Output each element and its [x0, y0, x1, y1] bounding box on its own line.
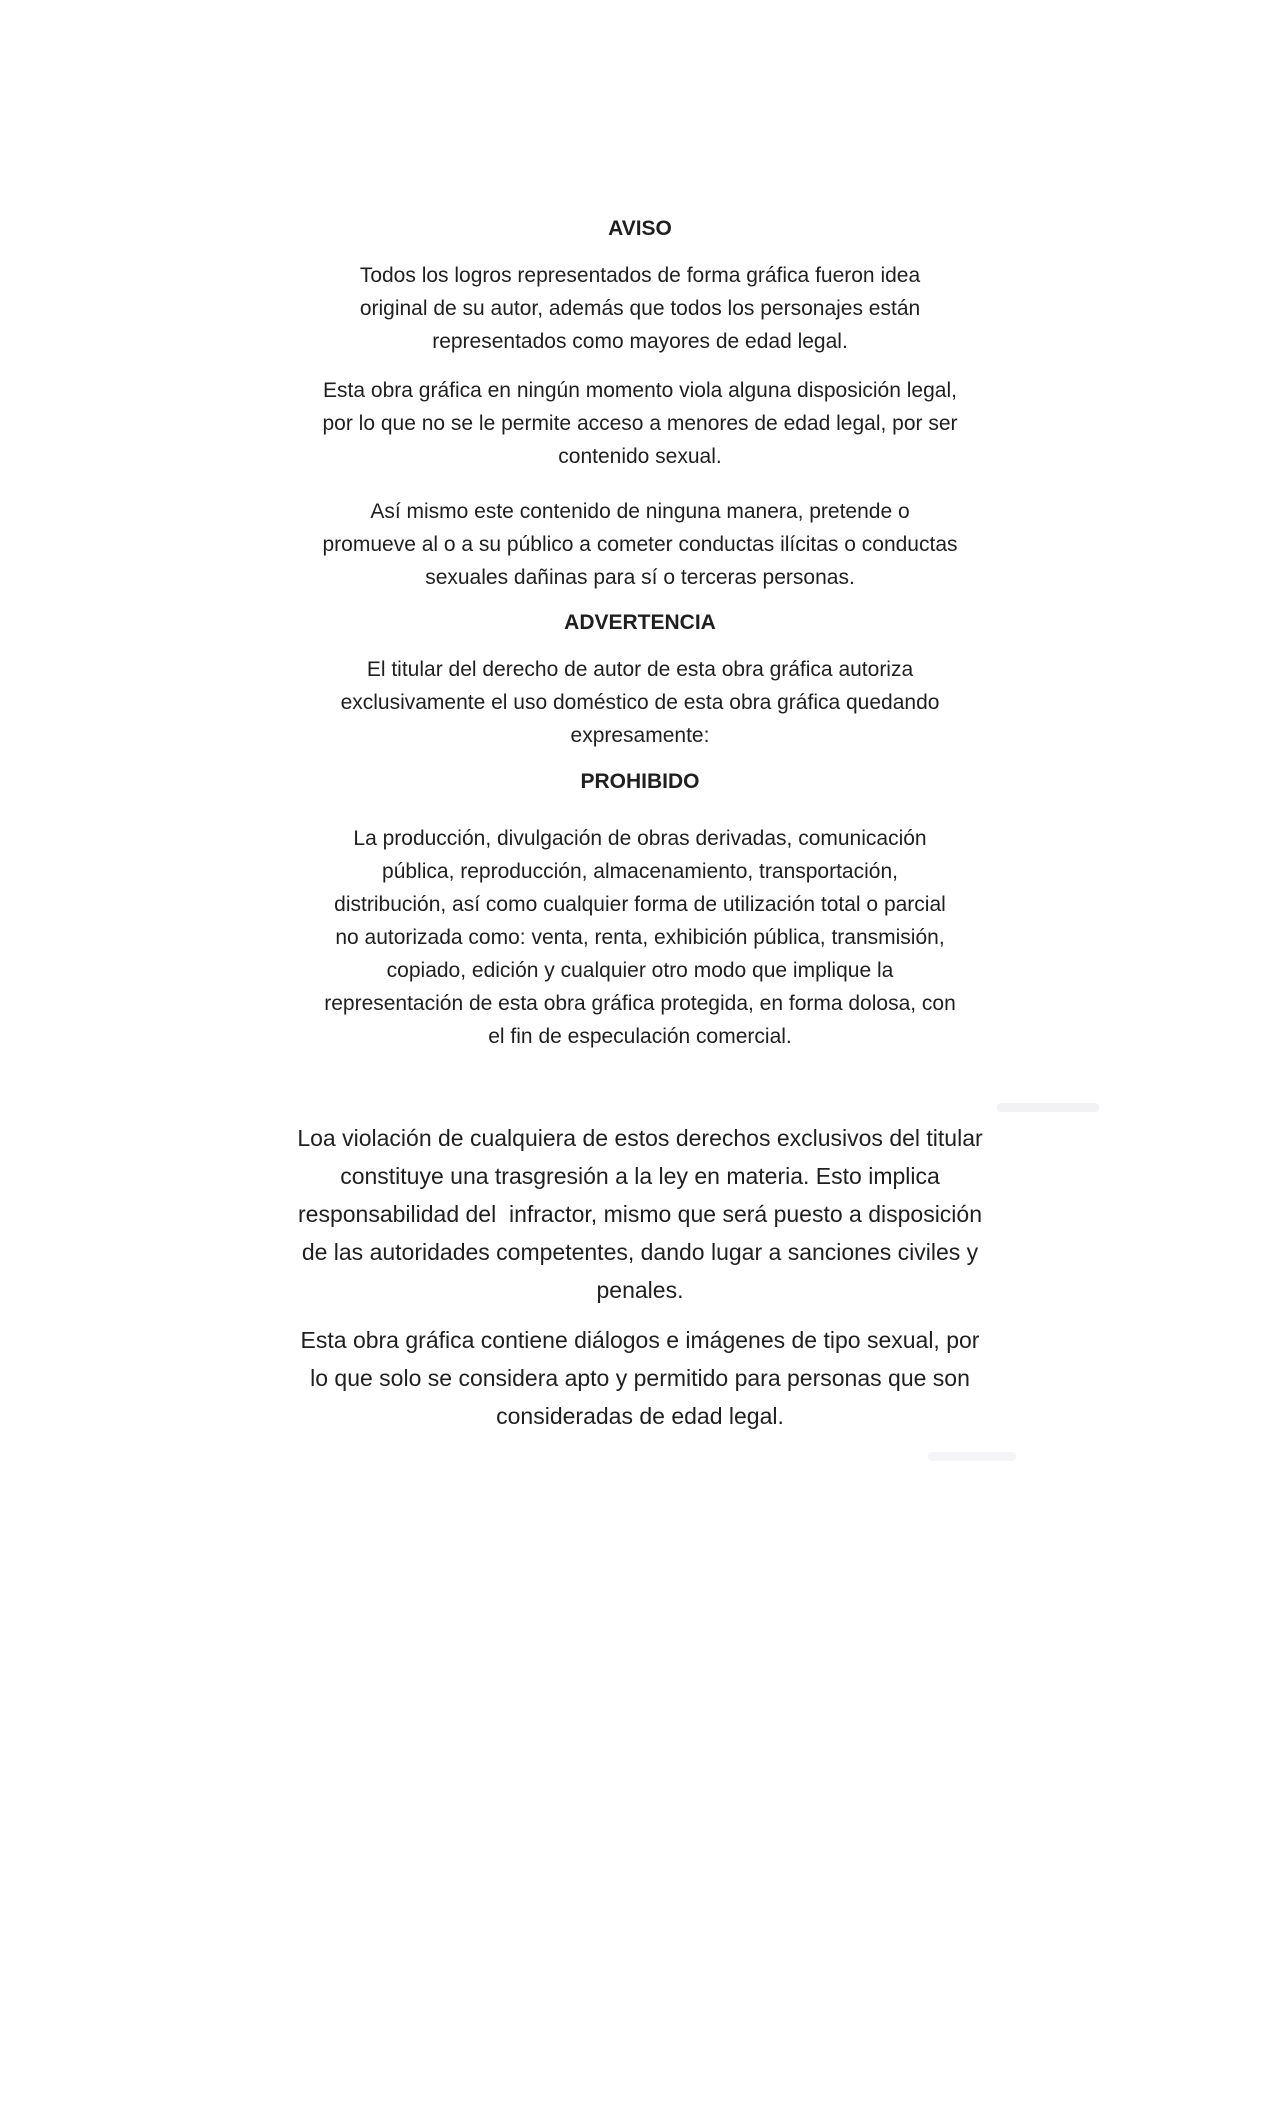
paragraph-line: contenido sexual.	[558, 445, 722, 468]
paragraph-line: lo que solo se considera apto y permitido para personas que son	[310, 1365, 970, 1391]
scan-artifact	[997, 1103, 1099, 1112]
paragraph-original-idea	[200, 259, 1080, 358]
paragraph-line: pública, reproducción, almacenamiento, transportación,	[382, 860, 898, 883]
paragraph-line: original de su autor, además que todos los personajes están	[359, 297, 921, 320]
paragraph-line: consideradas de edad legal.	[496, 1403, 784, 1429]
notice-heading-prohibido: PROHIBIDO	[580, 770, 700, 793]
paragraph-line: La producción, divulgación de obras derivadas, comunicación	[353, 827, 927, 850]
paragraph-line: representación de esta obra gráfica protegida, en forma dolosa, con	[324, 992, 956, 1015]
paragraph-violation-consequences	[200, 1119, 1080, 1309]
notice-heading-aviso: AVISO	[608, 217, 672, 240]
paragraph-line: distribución, así como cualquier forma de utilización total o parcial	[334, 893, 946, 916]
paragraph-line: expresamente:	[570, 724, 710, 747]
paragraph-line: el fin de especulación comercial.	[488, 1025, 792, 1048]
paragraph-line: sexuales dañinas para sí o terceras personas.	[425, 566, 855, 589]
scan-artifact	[928, 1452, 1016, 1461]
paragraph-domestic-use	[200, 653, 1080, 752]
paragraph-line: exclusivamente el uso doméstico de esta obra gráfica quedando	[340, 691, 940, 714]
paragraph-line: Así mismo este contenido de ninguna manera, pretende o	[370, 500, 910, 523]
paragraph-line: copiado, edición y cualquier otro modo que implique la	[386, 959, 894, 982]
paragraph-line: representados como mayores de edad legal.	[432, 330, 848, 353]
paragraph-line: Todos los logros representados de forma gráfica fueron idea	[359, 264, 921, 287]
paragraph-legal-compliance	[200, 374, 1080, 473]
paragraph-line: Esta obra gráfica en ningún momento viola alguna disposición legal,	[323, 379, 957, 402]
paragraph-line: Esta obra gráfica contiene diálogos e imágenes de tipo sexual, por	[300, 1327, 980, 1353]
paragraph-line: El titular del derecho de autor de esta obra gráfica autoriza	[366, 658, 914, 681]
paragraph-line: de las autoridades competentes, dando lugar a sanciones civiles y	[301, 1239, 979, 1265]
paragraph-line: penales.	[596, 1277, 684, 1303]
paragraph-line: constituye una trasgresión a la ley en materia. Esto implica	[340, 1163, 940, 1189]
paragraph-adult-content	[200, 1321, 1080, 1435]
paragraph-line: promueve al o a su público a cometer conductas ilícitas o conductas	[322, 533, 958, 556]
paragraph-line: por lo que no se le permite acceso a menores de edad legal, por ser	[322, 412, 958, 435]
paragraph-line: no autorizada como: venta, renta, exhibición pública, transmisión,	[335, 926, 945, 949]
paragraph-no-promotion	[200, 495, 1080, 594]
notice-heading-advertencia: ADVERTENCIA	[564, 611, 716, 634]
paragraph-line: responsabilidad del infractor, mismo que será puesto a disposición	[298, 1201, 982, 1227]
paragraph-prohibited-acts	[200, 822, 1080, 1053]
paragraph-line: Loa violación de cualquiera de estos derechos exclusivos del titular	[297, 1125, 983, 1151]
